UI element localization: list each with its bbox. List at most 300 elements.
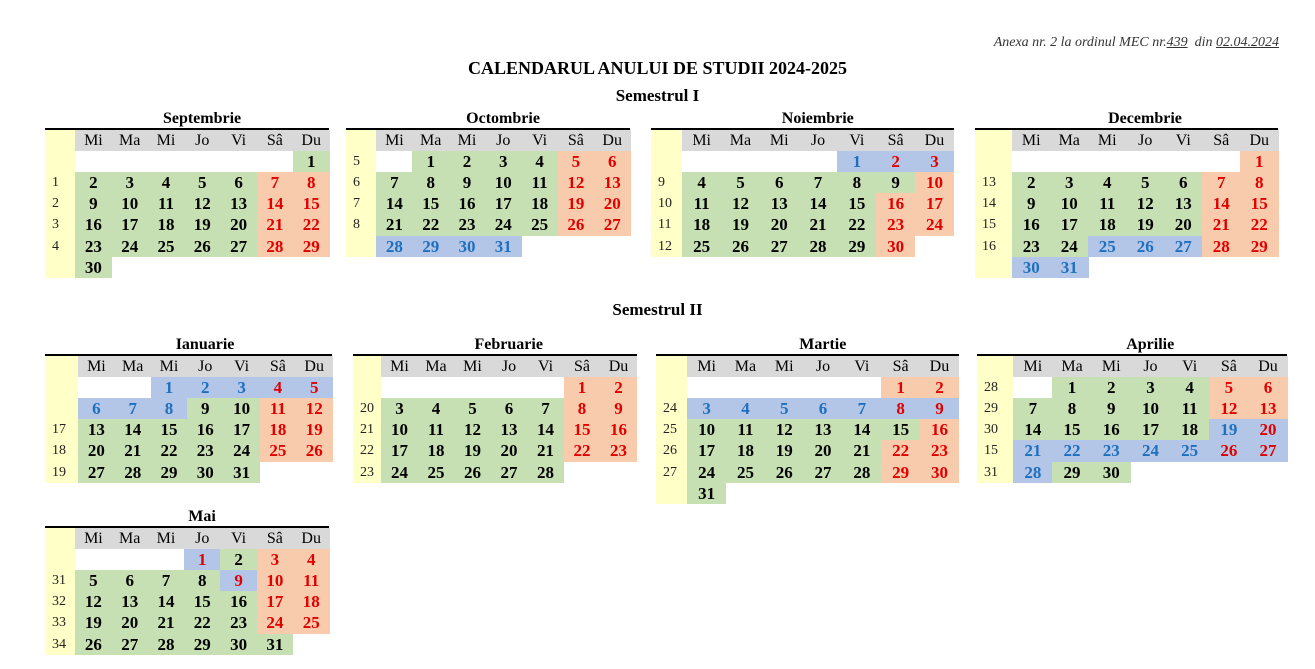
day-cell xyxy=(721,151,760,173)
month-name: Noiembrie xyxy=(781,110,854,127)
day-cell: 20 xyxy=(803,440,842,462)
weekday-header: Du xyxy=(920,356,959,377)
day-cell: 7 xyxy=(114,398,151,420)
day-cell: 9 xyxy=(1091,398,1131,420)
weekday-header: Mi xyxy=(151,356,188,377)
day-cell: 12 xyxy=(558,172,595,194)
week-number xyxy=(45,151,75,173)
week-number xyxy=(346,236,376,258)
weekday-header: Du xyxy=(293,130,330,151)
week-number-header xyxy=(45,356,78,377)
day-cell: 12 xyxy=(1126,193,1165,215)
weekday-header: Mi xyxy=(454,356,491,377)
weekday-header: Mi xyxy=(765,356,804,377)
day-cell: 10 xyxy=(381,419,418,441)
day-cell: 22 xyxy=(293,214,330,236)
day-cell xyxy=(1202,151,1241,173)
day-cell: 23 xyxy=(187,440,224,462)
day-cell: 27 xyxy=(491,462,528,484)
day-cell: 14 xyxy=(1013,419,1053,441)
day-cell: 17 xyxy=(111,214,148,236)
day-cell: 16 xyxy=(1012,214,1051,236)
day-cell: 18 xyxy=(1170,419,1210,441)
day-cell: 13 xyxy=(594,172,631,194)
day-cell: 15 xyxy=(881,419,920,441)
day-cell: 18 xyxy=(521,193,558,215)
day-cell: 19 xyxy=(184,214,221,236)
day-cell: 16 xyxy=(187,419,224,441)
weekday-header: Jo xyxy=(798,130,837,151)
weekday-header: Sâ xyxy=(260,356,297,377)
day-cell xyxy=(376,151,413,173)
day-cell: 10 xyxy=(915,172,954,194)
day-cell: 4 xyxy=(418,398,455,420)
day-cell: 30 xyxy=(876,236,915,258)
weekday-header: Jo xyxy=(184,130,221,151)
day-cell: 6 xyxy=(491,398,528,420)
weekday-header: Mi xyxy=(687,356,726,377)
week-number: 28 xyxy=(977,377,1013,399)
week-number: 2 xyxy=(45,193,75,215)
day-cell xyxy=(491,377,528,399)
day-cell: 16 xyxy=(876,193,915,215)
day-cell: 3 xyxy=(915,151,954,173)
week-number: 19 xyxy=(45,462,78,484)
day-cell: 21 xyxy=(376,214,413,236)
week-number xyxy=(45,398,78,420)
day-cell: 10 xyxy=(257,570,294,592)
day-cell xyxy=(1126,151,1165,173)
weekday-header: Jo xyxy=(187,356,224,377)
day-cell: 6 xyxy=(78,398,115,420)
day-cell: 9 xyxy=(187,398,224,420)
day-cell xyxy=(798,151,837,173)
week-number: 3 xyxy=(45,214,75,236)
day-cell: 28 xyxy=(114,462,151,484)
week-number xyxy=(45,377,78,399)
weekday-header: Jo xyxy=(184,528,221,549)
day-cell: 18 xyxy=(293,591,330,613)
day-cell: 25 xyxy=(1088,236,1127,258)
week-number xyxy=(975,151,1012,173)
day-cell: 7 xyxy=(1013,398,1053,420)
week-number: 8 xyxy=(346,214,376,236)
day-cell: 29 xyxy=(184,634,221,656)
day-cell: 16 xyxy=(600,419,637,441)
month-name: Aprilie xyxy=(1126,336,1175,353)
day-cell: 24 xyxy=(257,612,294,634)
day-cell: 13 xyxy=(111,591,148,613)
weekday-header: Ma xyxy=(1052,356,1092,377)
weekday-header: Mi xyxy=(376,130,413,151)
day-cell: 15 xyxy=(1240,193,1279,215)
day-cell: 15 xyxy=(412,193,449,215)
day-cell xyxy=(75,151,112,173)
day-cell: 19 xyxy=(296,419,333,441)
weekday-header: Sâ xyxy=(881,356,920,377)
week-number-header xyxy=(45,528,75,549)
day-cell: 28 xyxy=(798,236,837,258)
weekday-header: Du xyxy=(293,528,330,549)
weekday-header: Sâ xyxy=(558,130,595,151)
day-cell: 23 xyxy=(220,612,257,634)
day-cell: 6 xyxy=(803,398,842,420)
weekday-header: Sâ xyxy=(257,528,294,549)
day-cell: 17 xyxy=(257,591,294,613)
day-cell: 17 xyxy=(915,193,954,215)
day-cell xyxy=(760,151,799,173)
day-cell: 25 xyxy=(148,236,185,258)
day-cell: 23 xyxy=(75,236,112,258)
weekday-header: Mi xyxy=(78,356,115,377)
day-cell: 13 xyxy=(1248,398,1288,420)
month-name: Septembrie xyxy=(162,110,242,127)
month-septembrie xyxy=(45,110,329,278)
day-cell: 31 xyxy=(257,634,294,656)
day-cell: 6 xyxy=(594,151,631,173)
day-cell: 28 xyxy=(257,236,294,258)
week-number: 32 xyxy=(45,591,75,613)
day-cell: 3 xyxy=(257,549,294,571)
day-cell: 14 xyxy=(527,419,564,441)
day-cell: 7 xyxy=(1202,172,1241,194)
day-cell: 26 xyxy=(75,634,112,656)
day-cell: 21 xyxy=(1202,214,1241,236)
day-cell: 23 xyxy=(1012,236,1051,258)
day-cell: 25 xyxy=(682,236,721,258)
day-cell: 22 xyxy=(1240,214,1279,236)
annex-din: din xyxy=(1194,35,1213,50)
day-cell: 14 xyxy=(376,193,413,215)
week-number: 25 xyxy=(656,419,687,441)
day-cell: 20 xyxy=(220,214,257,236)
day-cell xyxy=(1164,151,1203,173)
day-cell: 14 xyxy=(257,193,294,215)
day-cell: 15 xyxy=(1052,419,1092,441)
day-cell xyxy=(148,549,185,571)
day-cell: 16 xyxy=(920,419,959,441)
day-cell: 26 xyxy=(184,236,221,258)
week-number-header xyxy=(45,130,75,151)
week-number: 11 xyxy=(651,214,682,236)
day-cell: 27 xyxy=(1164,236,1203,258)
week-number xyxy=(656,377,687,399)
day-cell: 30 xyxy=(220,634,257,656)
week-number: 30 xyxy=(977,419,1013,441)
day-cell xyxy=(682,151,721,173)
annex-order-number: 439 xyxy=(1166,35,1188,50)
month-name: Martie xyxy=(799,336,847,353)
week-number xyxy=(45,549,75,571)
day-cell: 5 xyxy=(184,172,221,194)
day-cell: 9 xyxy=(75,193,112,215)
day-cell: 31 xyxy=(1050,257,1089,279)
day-cell xyxy=(220,151,257,173)
day-cell: 24 xyxy=(687,462,726,484)
week-number: 17 xyxy=(45,419,78,441)
weekday-header: Vi xyxy=(223,356,260,377)
day-cell: 24 xyxy=(1131,440,1171,462)
day-cell: 21 xyxy=(842,440,881,462)
annex-note xyxy=(994,35,1279,51)
day-cell: 8 xyxy=(881,398,920,420)
day-cell: 5 xyxy=(1126,172,1165,194)
day-cell: 2 xyxy=(220,549,257,571)
day-cell: 20 xyxy=(1248,419,1288,441)
week-number-header xyxy=(353,356,381,377)
day-cell: 25 xyxy=(1170,440,1210,462)
day-cell: 14 xyxy=(1202,193,1241,215)
month-name: Octombrie xyxy=(466,110,540,127)
week-number-header xyxy=(977,356,1013,377)
day-cell: 19 xyxy=(558,193,595,215)
day-cell: 13 xyxy=(491,419,528,441)
day-cell: 11 xyxy=(1170,398,1210,420)
day-cell: 24 xyxy=(1050,236,1089,258)
week-number: 10 xyxy=(651,193,682,215)
day-cell: 29 xyxy=(881,462,920,484)
day-cell: 22 xyxy=(564,440,601,462)
day-cell xyxy=(1012,151,1051,173)
day-cell xyxy=(184,151,221,173)
day-cell: 2 xyxy=(1091,377,1131,399)
weekday-header: Jo xyxy=(485,130,522,151)
day-cell: 8 xyxy=(293,172,330,194)
day-cell: 9 xyxy=(600,398,637,420)
week-number: 22 xyxy=(353,440,381,462)
week-number: 24 xyxy=(656,398,687,420)
day-cell: 6 xyxy=(220,172,257,194)
weekday-header: Mi xyxy=(148,130,185,151)
day-cell: 12 xyxy=(75,591,112,613)
day-cell: 31 xyxy=(687,483,726,505)
week-number: 5 xyxy=(346,151,376,173)
week-number: 21 xyxy=(353,419,381,441)
day-cell: 14 xyxy=(148,591,185,613)
week-number: 33 xyxy=(45,612,75,634)
week-number-header xyxy=(975,130,1012,151)
day-cell xyxy=(78,377,115,399)
day-cell: 24 xyxy=(223,440,260,462)
day-cell: 11 xyxy=(726,419,765,441)
month-name: Mai xyxy=(188,508,216,525)
month-martie xyxy=(656,336,959,504)
day-cell: 8 xyxy=(564,398,601,420)
weekday-header: Jo xyxy=(1126,130,1165,151)
day-cell: 6 xyxy=(1164,172,1203,194)
week-number: 16 xyxy=(975,236,1012,258)
day-cell: 11 xyxy=(260,398,297,420)
day-cell: 1 xyxy=(412,151,449,173)
day-cell xyxy=(1050,151,1089,173)
day-cell: 25 xyxy=(726,462,765,484)
day-cell: 21 xyxy=(527,440,564,462)
day-cell: 27 xyxy=(760,236,799,258)
day-cell: 20 xyxy=(1164,214,1203,236)
day-cell xyxy=(1088,151,1127,173)
month-name: Decembrie xyxy=(1108,110,1182,127)
weekday-header: Mi xyxy=(75,528,112,549)
weekday-header: Sâ xyxy=(564,356,601,377)
day-cell: 5 xyxy=(721,172,760,194)
day-cell: 28 xyxy=(1202,236,1241,258)
weekday-header: Sâ xyxy=(1209,356,1249,377)
weekday-header: Mi xyxy=(1012,130,1051,151)
weekday-header: Vi xyxy=(527,356,564,377)
day-cell: 15 xyxy=(293,193,330,215)
weekday-header: Du xyxy=(915,130,954,151)
month-decembrie xyxy=(975,110,1278,278)
day-cell: 7 xyxy=(148,570,185,592)
weekday-header: Ma xyxy=(1050,130,1089,151)
month-ianuarie xyxy=(45,336,332,483)
day-cell: 11 xyxy=(682,193,721,215)
day-cell xyxy=(75,549,112,571)
weekday-header: Mi xyxy=(760,130,799,151)
week-number: 20 xyxy=(353,398,381,420)
week-number: 29 xyxy=(977,398,1013,420)
day-cell: 30 xyxy=(449,236,486,258)
weekday-header: Vi xyxy=(220,528,257,549)
week-number: 27 xyxy=(656,462,687,484)
day-cell: 29 xyxy=(412,236,449,258)
week-number: 13 xyxy=(975,172,1012,194)
day-cell: 19 xyxy=(75,612,112,634)
day-cell: 17 xyxy=(687,440,726,462)
weekday-header: Ma xyxy=(726,356,765,377)
day-cell: 22 xyxy=(1052,440,1092,462)
day-cell: 26 xyxy=(1126,236,1165,258)
day-cell: 27 xyxy=(111,634,148,656)
day-cell: 11 xyxy=(293,570,330,592)
weekday-header: Du xyxy=(594,130,631,151)
weekday-header: Du xyxy=(296,356,333,377)
week-number: 15 xyxy=(977,440,1013,462)
month-mai xyxy=(45,508,329,655)
day-cell: 13 xyxy=(1164,193,1203,215)
semester-2-heading: Semestrul II xyxy=(612,300,703,319)
day-cell: 8 xyxy=(412,172,449,194)
week-number: 12 xyxy=(651,236,682,258)
day-cell: 28 xyxy=(842,462,881,484)
day-cell: 29 xyxy=(151,462,188,484)
day-cell: 1 xyxy=(293,151,330,173)
annex-prefix: Anexa nr. 2 la ordinul MEC nr. xyxy=(993,35,1167,50)
day-cell: 2 xyxy=(75,172,112,194)
day-cell: 24 xyxy=(381,462,418,484)
day-cell: 22 xyxy=(412,214,449,236)
day-cell: 20 xyxy=(78,440,115,462)
day-cell: 4 xyxy=(726,398,765,420)
day-cell: 5 xyxy=(558,151,595,173)
day-cell: 12 xyxy=(1209,398,1249,420)
weekday-header: Ma xyxy=(721,130,760,151)
day-cell: 23 xyxy=(1091,440,1131,462)
day-cell: 20 xyxy=(760,214,799,236)
weekday-header: Mi xyxy=(1091,356,1131,377)
day-cell: 29 xyxy=(1052,462,1092,484)
day-cell: 8 xyxy=(837,172,876,194)
weekday-header: Vi xyxy=(837,130,876,151)
day-cell: 23 xyxy=(449,214,486,236)
day-cell: 13 xyxy=(78,419,115,441)
day-cell: 16 xyxy=(1091,419,1131,441)
day-cell: 14 xyxy=(842,419,881,441)
day-cell: 9 xyxy=(449,172,486,194)
day-cell: 2 xyxy=(920,377,959,399)
day-cell: 1 xyxy=(184,549,221,571)
day-cell: 7 xyxy=(527,398,564,420)
page-title: CALENDARUL ANULUI DE STUDII 2024-2025 xyxy=(467,58,848,78)
day-cell: 12 xyxy=(454,419,491,441)
weekday-header: Ma xyxy=(111,130,148,151)
day-cell: 22 xyxy=(151,440,188,462)
day-cell: 4 xyxy=(293,549,330,571)
day-cell: 26 xyxy=(296,440,333,462)
month-noiembrie xyxy=(651,110,954,257)
weekday-header: Vi xyxy=(1170,356,1210,377)
day-cell xyxy=(111,549,148,571)
day-cell: 1 xyxy=(151,377,188,399)
day-cell: 31 xyxy=(485,236,522,258)
day-cell: 26 xyxy=(558,214,595,236)
day-cell: 11 xyxy=(148,193,185,215)
day-cell: 11 xyxy=(1088,193,1127,215)
semester-1-heading: Semestrul I xyxy=(615,86,700,105)
week-number: 31 xyxy=(977,462,1013,484)
day-cell: 5 xyxy=(454,398,491,420)
day-cell: 20 xyxy=(111,612,148,634)
day-cell xyxy=(803,377,842,399)
weekday-header: Vi xyxy=(220,130,257,151)
day-cell: 26 xyxy=(765,462,804,484)
day-cell: 12 xyxy=(296,398,333,420)
day-cell: 6 xyxy=(111,570,148,592)
day-cell: 17 xyxy=(1050,214,1089,236)
weekday-header: Sâ xyxy=(1202,130,1241,151)
day-cell: 11 xyxy=(418,419,455,441)
day-cell: 19 xyxy=(1126,214,1165,236)
day-cell: 16 xyxy=(449,193,486,215)
day-cell: 29 xyxy=(837,236,876,258)
day-cell: 17 xyxy=(223,419,260,441)
day-cell: 26 xyxy=(454,462,491,484)
week-number: 1 xyxy=(45,172,75,194)
weekday-header: Ma xyxy=(418,356,455,377)
day-cell: 21 xyxy=(1013,440,1053,462)
weekday-header: Sâ xyxy=(257,130,294,151)
weekday-header: Jo xyxy=(803,356,842,377)
day-cell: 21 xyxy=(798,214,837,236)
month-februarie xyxy=(353,336,637,483)
day-cell: 16 xyxy=(75,214,112,236)
day-cell: 10 xyxy=(223,398,260,420)
day-cell: 10 xyxy=(1131,398,1171,420)
day-cell: 7 xyxy=(798,172,837,194)
day-cell: 15 xyxy=(151,419,188,441)
day-cell xyxy=(418,377,455,399)
day-cell: 1 xyxy=(1052,377,1092,399)
day-cell: 27 xyxy=(803,462,842,484)
week-number xyxy=(353,377,381,399)
day-cell: 23 xyxy=(876,214,915,236)
day-cell: 20 xyxy=(594,193,631,215)
day-cell: 20 xyxy=(491,440,528,462)
day-cell: 2 xyxy=(187,377,224,399)
day-cell: 29 xyxy=(293,236,330,258)
day-cell: 5 xyxy=(75,570,112,592)
day-cell: 26 xyxy=(721,236,760,258)
